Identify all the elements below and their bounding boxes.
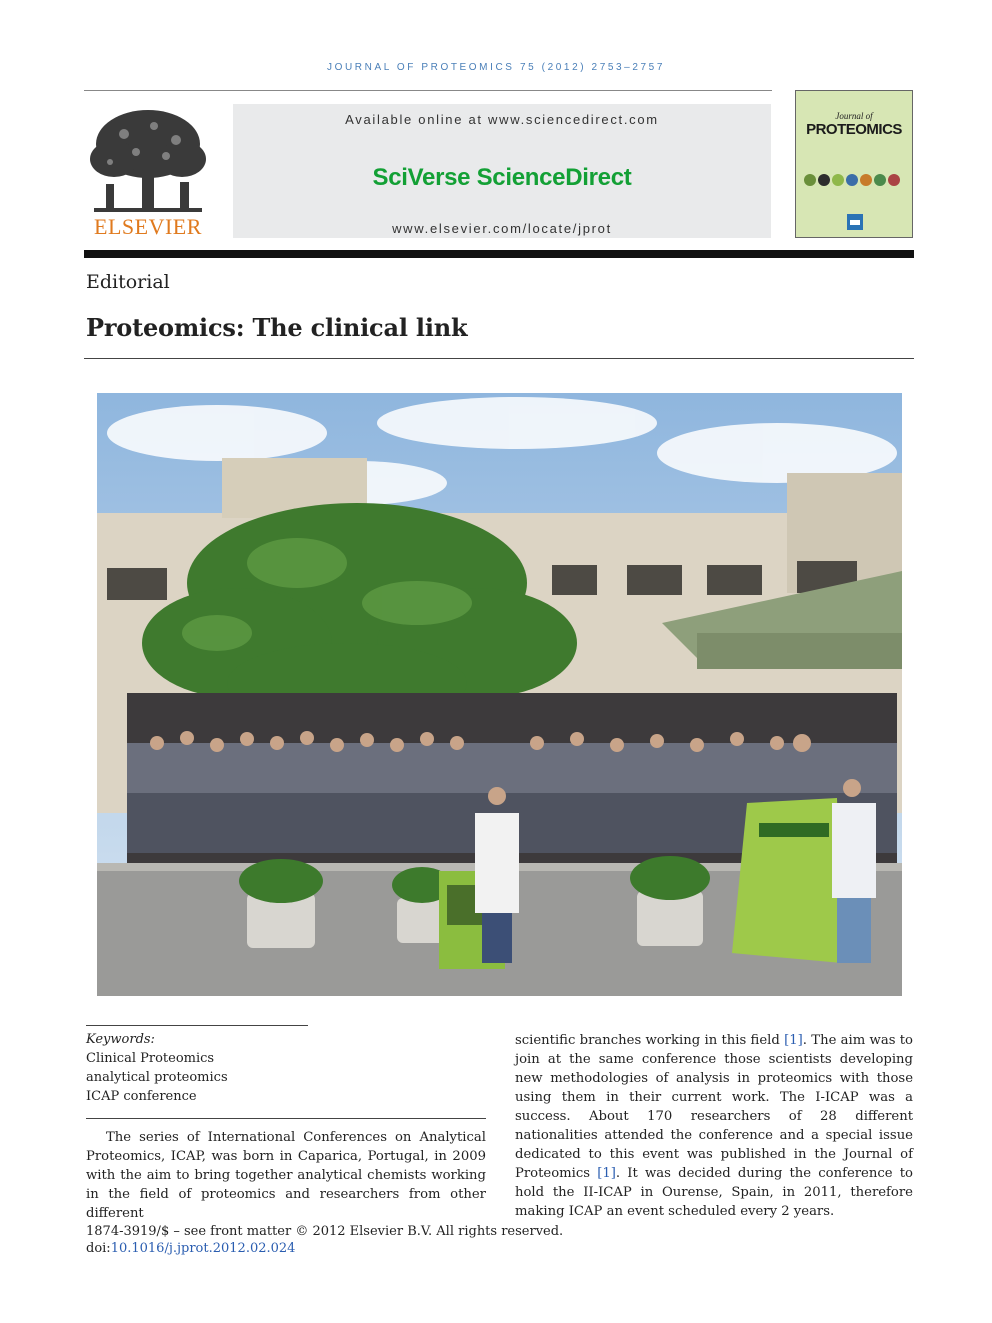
sciverse-sciencedirect-brand: SciVerse ScienceDirect	[372, 164, 632, 191]
keywords-rule	[86, 1025, 308, 1026]
doi-label: doi:	[86, 1241, 111, 1256]
keyword-item: ICAP conference	[86, 1089, 197, 1104]
body-column-left	[86, 1128, 486, 1223]
cover-journal-name: PROTEOMICS	[806, 121, 902, 138]
body-text: scientific branches working in this field	[515, 1033, 785, 1048]
cover-image-strip-icon	[802, 173, 906, 187]
elsevier-wordmark: ELSEVIER	[94, 214, 202, 239]
article-section-label: Editorial	[86, 271, 170, 293]
header-top-rule	[84, 90, 772, 91]
body-column-right	[515, 1031, 913, 1221]
title-rule	[84, 358, 914, 359]
keyword-item: analytical proteomics	[86, 1070, 228, 1085]
available-online-text: Available online at www.sciencedirect.com	[345, 112, 659, 127]
cover-journal-prefix: Journal of	[835, 111, 873, 121]
article-title: Proteomics: The clinical link	[86, 313, 468, 342]
keywords-label: Keywords:	[86, 1032, 155, 1047]
body-text: . The aim was to join at the same conference those scientists developing new methodologies of analysis in proteomics with those using them in their current work. The I-ICAP was a success. About 170 researchers of 28 different nationalities attended the conference and a special issue dedicated to this event was published in the Journal of Proteomics	[515, 1033, 913, 1181]
header-thick-rule	[84, 250, 914, 258]
body-text: . It was decided during the conference to hold the II-ICAP in Ourense, Spain, in 2011, therefore making ICAP an event scheduled every 2 years.	[515, 1166, 913, 1219]
journal-url[interactable]: www.elsevier.com/locate/jprot	[392, 221, 612, 236]
doi-link[interactable]: 10.1016/j.jprot.2012.02.024	[110, 1241, 296, 1256]
reference-link[interactable]: [1]	[784, 1033, 803, 1048]
group-photo-icon	[97, 393, 902, 996]
running-head: JOURNAL OF PROTEOMICS 75 (2012) 2753–2757	[327, 62, 665, 73]
reference-link[interactable]: [1]	[597, 1166, 616, 1181]
keywords-bottom-rule	[86, 1118, 486, 1119]
issn-copyright: 1874-3919/$ – see front matter © 2012 Elsevier B.V. All rights reserved.	[86, 1224, 564, 1239]
body-paragraph: The series of International Conferences on Analytical Proteomics, ICAP, was born in Caparica, Portugal, in 2009 with the aim to bring together analytical chemists working in the field of proteomics and researchers from other different	[86, 1130, 486, 1221]
journal-cover-thumbnail	[795, 90, 913, 238]
body-paragraph	[515, 1031, 913, 1221]
cover-publisher-mark-icon	[846, 213, 864, 231]
doi-line	[86, 1241, 295, 1256]
keyword-item: Clinical Proteomics	[86, 1051, 215, 1066]
